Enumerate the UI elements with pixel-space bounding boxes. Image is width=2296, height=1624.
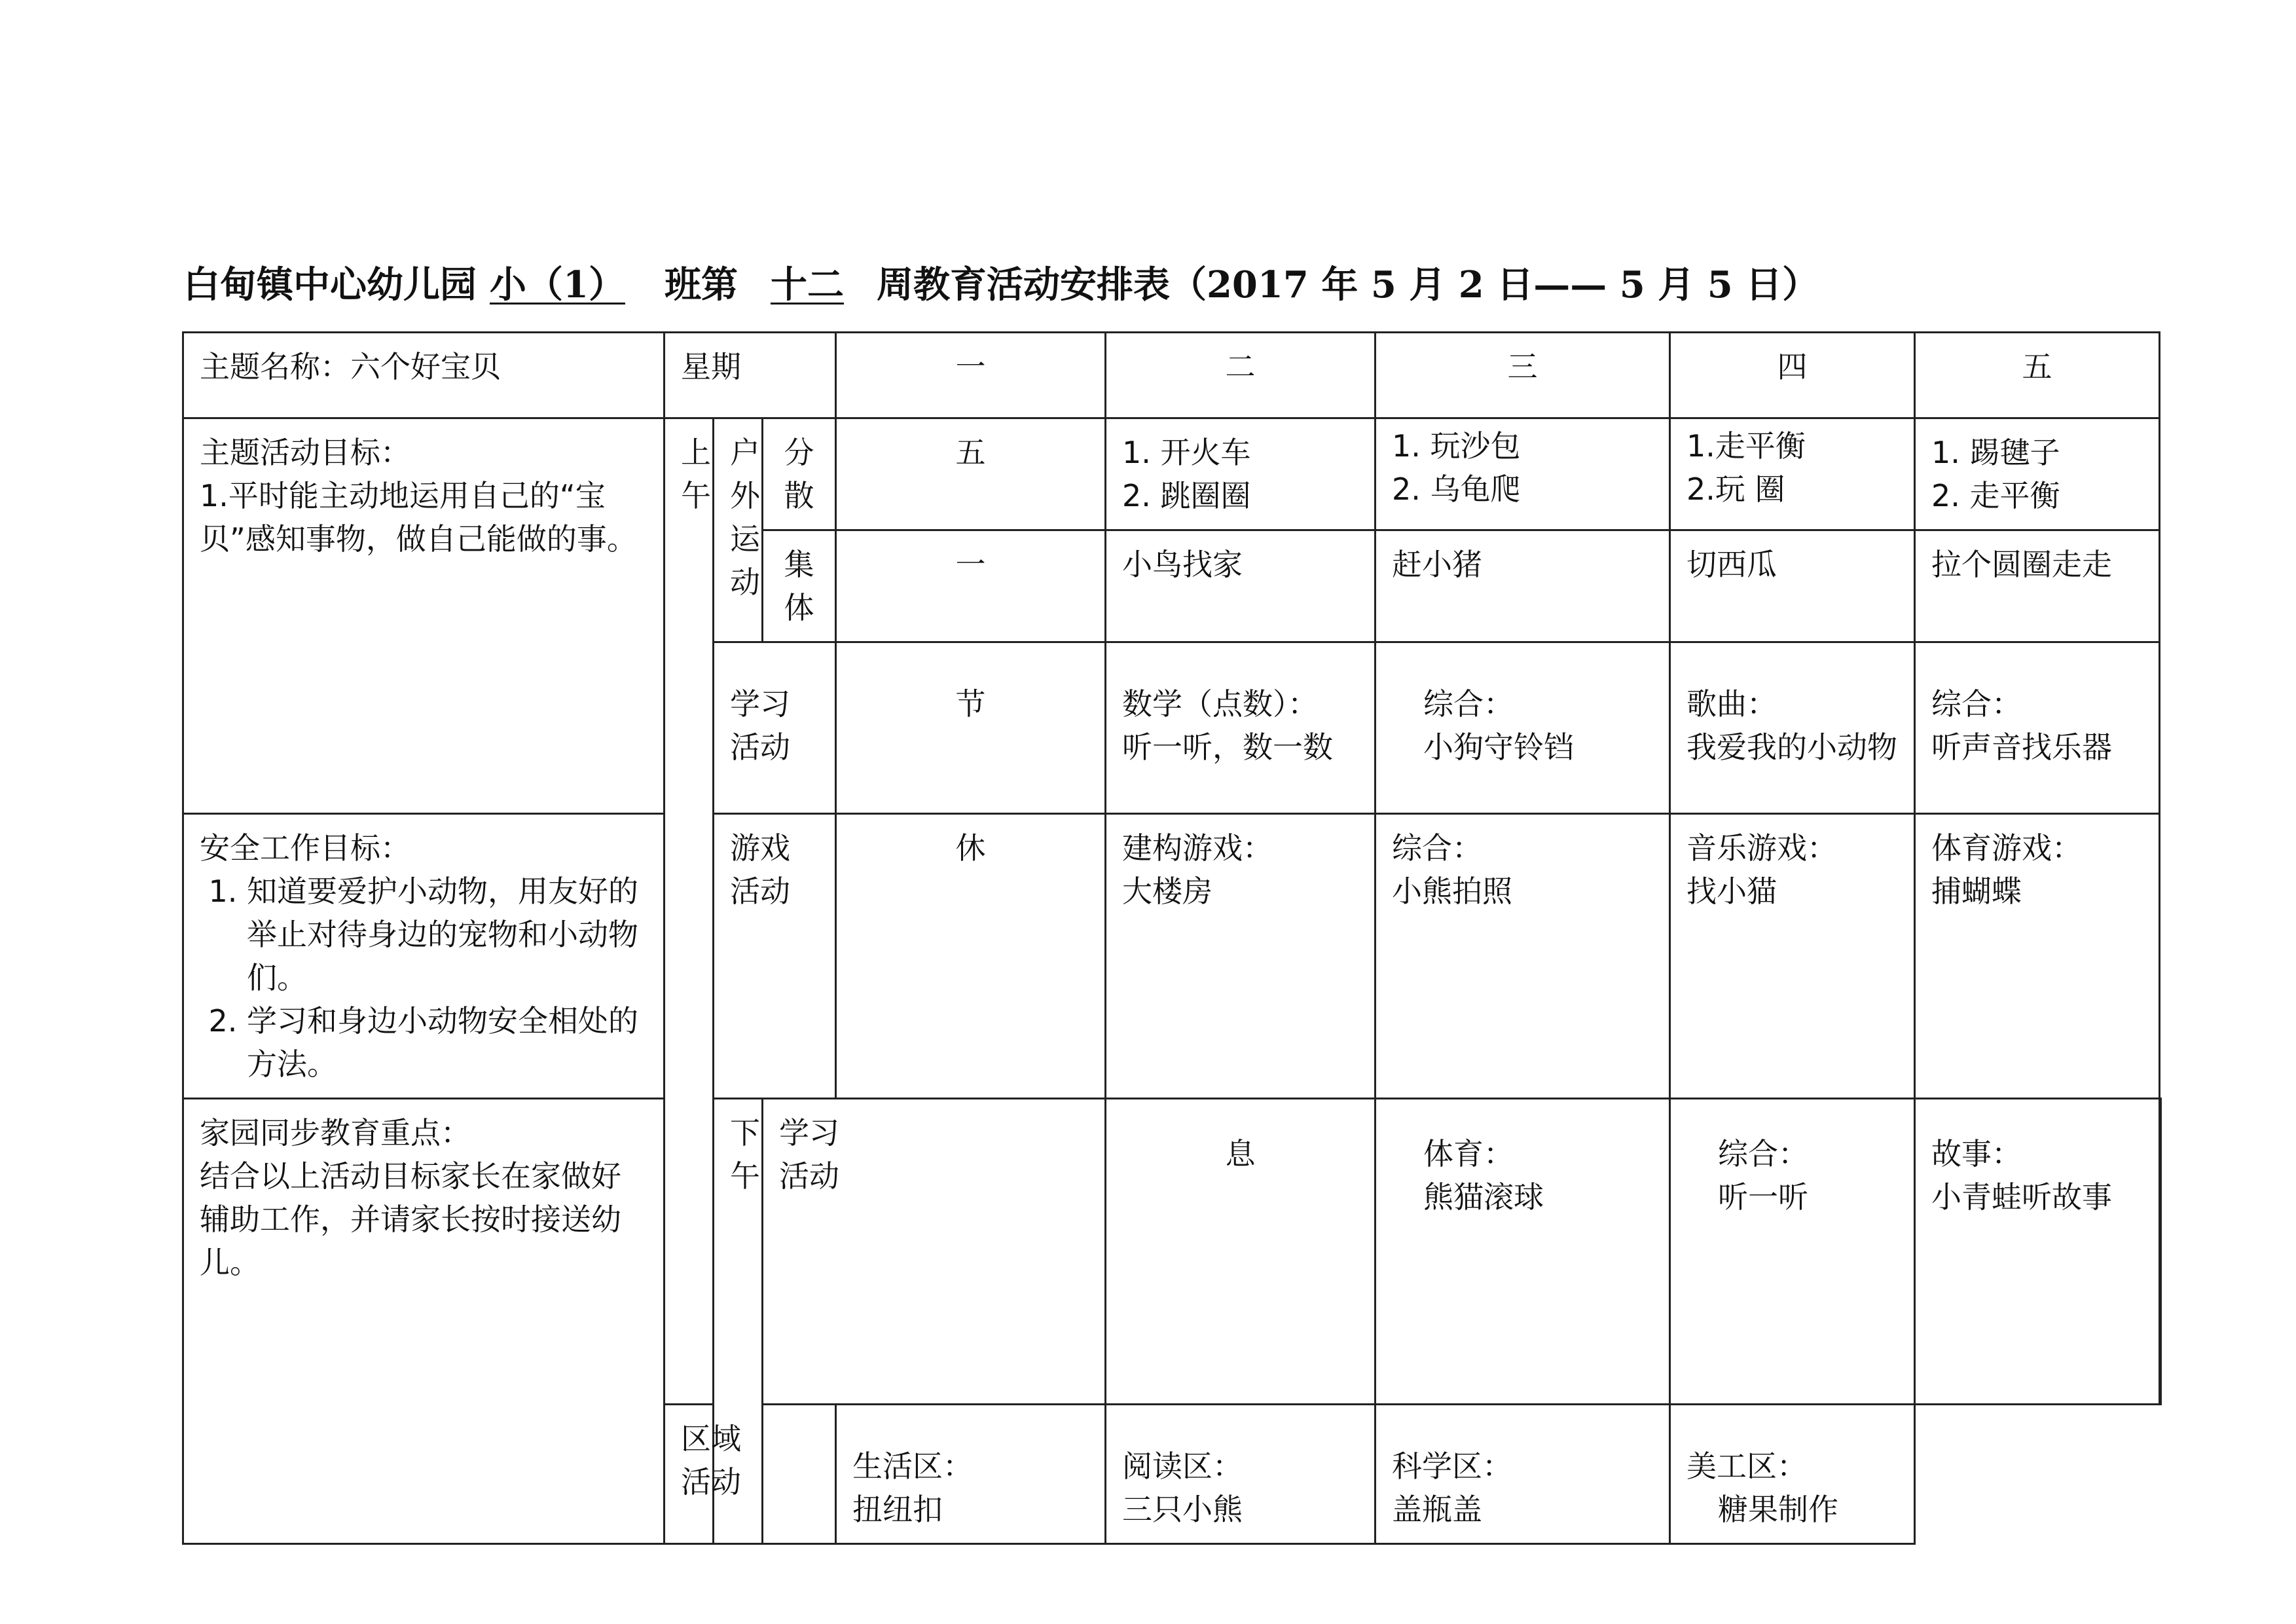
theme-name-cell: 主题名称：六个好宝贝 — [183, 333, 665, 418]
study-pm-day-2: 体育： 熊猫滚球 — [1376, 1099, 1670, 1405]
title-prefix: 白甸镇中心幼儿园 — [183, 263, 477, 306]
outdoor-label: 户外运动 — [714, 418, 763, 642]
study-pm-day-3: 综合： 听一听 — [1670, 1099, 1915, 1405]
safety-goal-item: 1. 知道要爱护小动物，用友好的举止对待身边的宠物和小动物们。 — [247, 870, 647, 999]
period-morning: 上午 — [665, 418, 714, 1405]
area-day-2: 生活区： 扭纽扣 — [836, 1405, 1106, 1544]
title-class-name: 小（1） — [490, 263, 625, 306]
schedule-table — [182, 331, 2162, 1545]
monday-cell-5: 息 — [1106, 1099, 1376, 1405]
scatter-day-2: 1. 开火车 2. 跳圈圈 — [1106, 418, 1376, 530]
game-day-2: 建构游戏： 大楼房 — [1106, 814, 1376, 1099]
day-header-1: 一 — [836, 333, 1106, 418]
period-afternoon: 下午 — [714, 1099, 763, 1544]
day-header-2: 二 — [1106, 333, 1376, 418]
page-title — [183, 259, 2147, 311]
monday-cell-2: 一 — [836, 530, 1106, 642]
safety-goal-item: 2. 学习和身边小动物安全相处的方法。 — [247, 999, 647, 1086]
study-am-day-5: 综合： 听声音找乐器 — [1915, 642, 2160, 814]
study-am-day-2: 数学（点数）： 听一听，数一数 — [1106, 642, 1376, 814]
game-label: 游戏活动 — [714, 814, 836, 1099]
safety-goal-list — [200, 870, 647, 1086]
game-day-3: 综合： 小熊拍照 — [1376, 814, 1670, 1099]
group-day-2: 小鸟找家 — [1106, 530, 1376, 642]
study-am-label: 学习活动 — [714, 642, 836, 814]
home-sync-text: 结合以上活动目标家长在家做好辅助工作，并请家长按时接送幼儿。 — [200, 1158, 621, 1280]
group-day-5: 拉个圆圈走走 — [1915, 530, 2160, 642]
safety-goal-label: 安全工作目标： — [200, 830, 410, 866]
monday-cell-6 — [763, 1405, 836, 1544]
study-pm-day-5 — [2160, 1099, 2161, 1405]
study-am-day-3: 综合： 小狗守铃铛 — [1376, 642, 1670, 814]
scatter-day-3: 1. 玩沙包 2. 乌龟爬 — [1376, 418, 1670, 530]
theme-goal-label: 主题活动目标： — [200, 435, 410, 470]
study-pm-label: 学习活动 — [763, 1099, 1106, 1405]
area-day-3: 阅读区： 三只小熊 — [1106, 1405, 1376, 1544]
monday-cell-4: 休 — [836, 814, 1106, 1099]
scatter-day-4: 1.走平衡 2.玩 圈 — [1670, 418, 1915, 530]
day-header-4: 四 — [1670, 333, 1915, 418]
game-day-4: 音乐游戏： 找小猫 — [1670, 814, 1915, 1099]
title-suffix: 周教育活动安排表（2017 年 5 月 2 日—— 5 月 5 日） — [876, 263, 1819, 306]
monday-cell-1: 五 — [836, 418, 1106, 530]
safety-goal-cell — [183, 814, 665, 1099]
area-day-5: 美工区： 糖果制作 — [1670, 1405, 1915, 1544]
theme-goal-text: 1.平时能主动地运用自己的“宝贝”感知事物，做自己能做的事。 — [200, 478, 637, 557]
area-day-4: 科学区： 盖瓶盖 — [1376, 1405, 1670, 1544]
title-class-label: 班第 — [664, 263, 738, 306]
monday-cell-3: 节 — [836, 642, 1106, 814]
title-week-number: 十二 — [770, 263, 844, 306]
game-day-5: 体育游戏： 捕蝴蝶 — [1915, 814, 2160, 1099]
home-sync-cell — [183, 1099, 665, 1544]
study-pm-day-4: 故事： 小青蛙听故事 — [1915, 1099, 2160, 1405]
group-day-4: 切西瓜 — [1670, 530, 1915, 642]
day-header-5: 五 — [1915, 333, 2160, 418]
home-sync-label: 家园同步教育重点： — [200, 1115, 471, 1151]
group-label: 集体 — [763, 530, 836, 642]
day-header-3: 三 — [1376, 333, 1670, 418]
area-label: 区域活动 — [665, 1405, 763, 1544]
scatter-label: 分散 — [763, 418, 836, 530]
group-day-3: 赶小猪 — [1376, 530, 1670, 642]
scatter-day-5: 1. 踢毽子 2. 走平衡 — [1915, 418, 2160, 530]
theme-goal-cell — [183, 418, 665, 814]
study-am-day-4: 歌曲： 我爱我的小动物 — [1670, 642, 1915, 814]
weekday-label-cell: 星期 — [665, 333, 836, 418]
